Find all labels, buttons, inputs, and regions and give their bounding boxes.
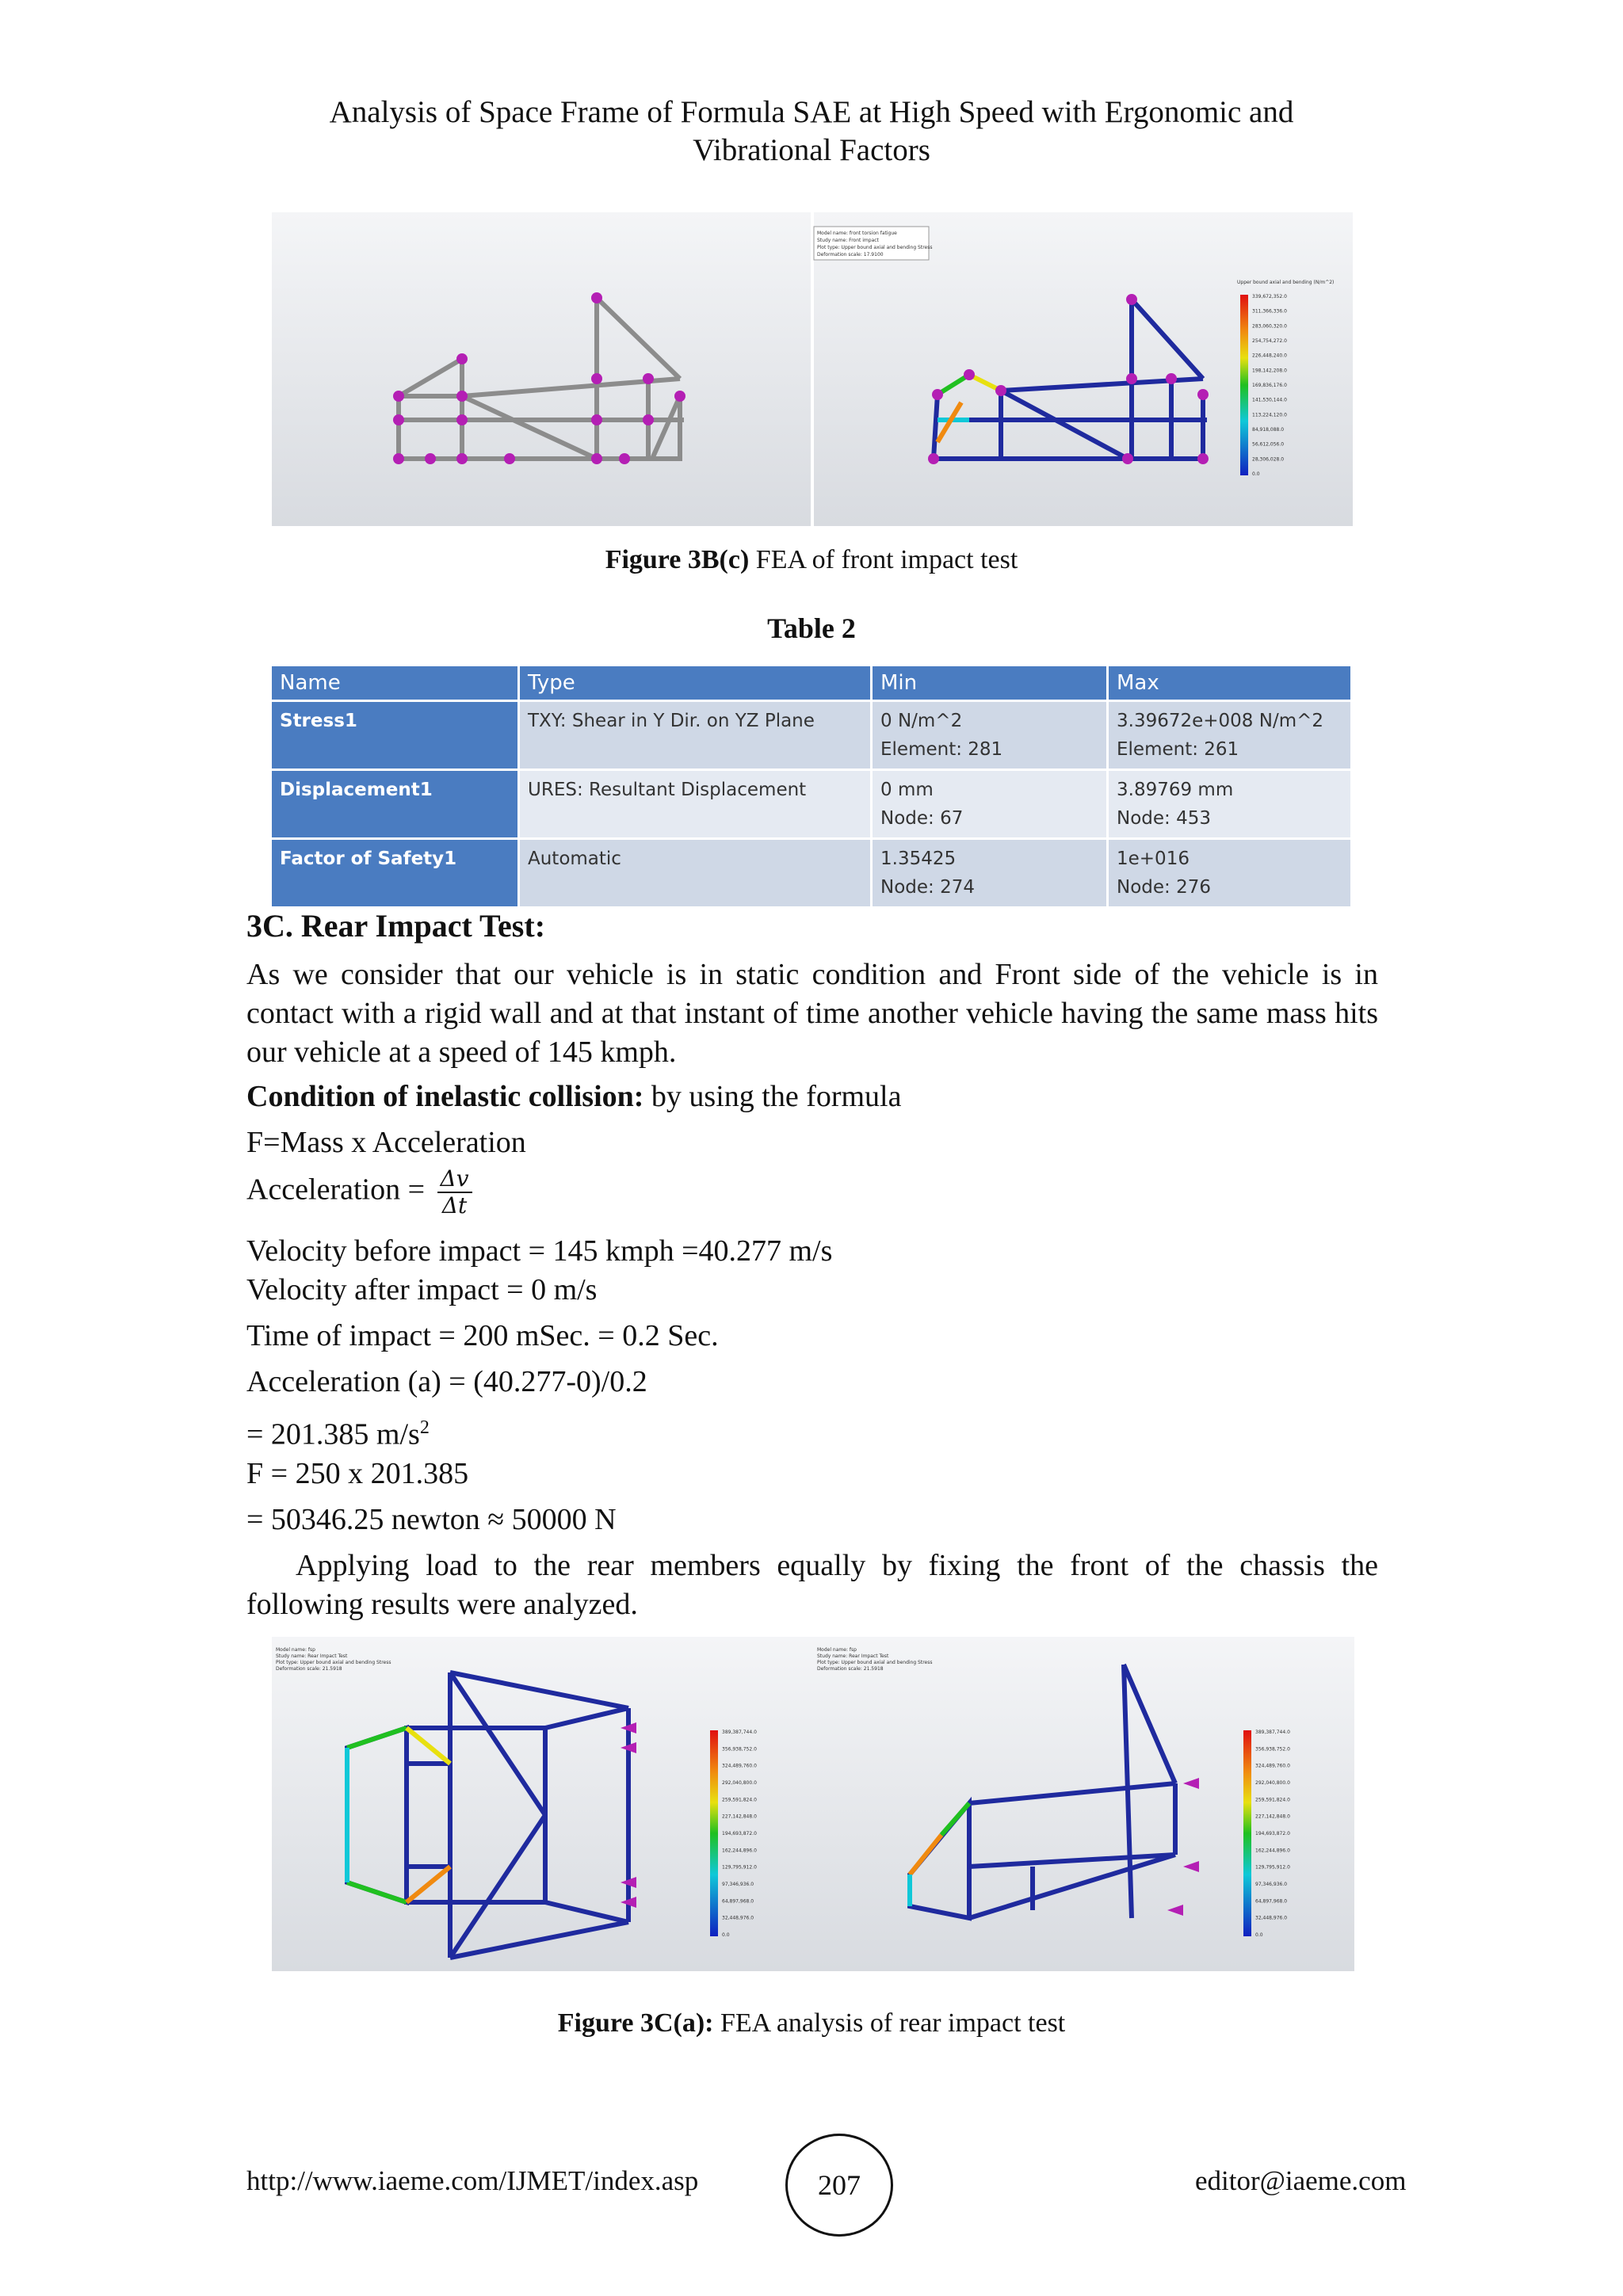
svg-text:Deformation scale: 21.5918: Deformation scale: 21.5918 (276, 1666, 342, 1672)
cell-type: Automatic (519, 839, 872, 907)
force-result: = 50346.25 newton ≈ 50000 N (246, 1503, 617, 1536)
legend-value: 84,918,088.0 (1252, 427, 1285, 433)
svg-text:Plot type: Upper bound axial a: Plot type: Upper bound axial and bending Stress (276, 1660, 391, 1665)
cell-max: 1e+016 Node: 276 (1108, 839, 1352, 907)
velocity-after: Velocity after impact = 0 m/s (246, 1273, 598, 1306)
figure-3b-image (272, 212, 1353, 526)
legend-value: 227,142,848.0 (722, 1814, 757, 1820)
section-heading: 3C. Rear Impact Test: (246, 908, 546, 944)
legend-value: 389,387,744.0 (722, 1730, 757, 1735)
legend-value: 292,040,800.0 (722, 1780, 757, 1786)
legend-value: 0.0 (1252, 471, 1260, 477)
col-max: Max (1108, 666, 1352, 701)
legend-value: 339,672,352.0 (1252, 294, 1287, 299)
footer-email[interactable]: editor@iaeme.com (1195, 2165, 1407, 2196)
cell-max: 3.89769 mm Node: 453 (1108, 770, 1352, 839)
delta-fraction: $\frac{\Delta v}{\Delta t}$ (437, 1166, 472, 1219)
legend-value: 198,142,208.0 (1252, 368, 1287, 374)
col-type: Type (519, 666, 872, 701)
legend-value: 324,489,760.0 (722, 1763, 757, 1769)
legend-value: 97,346,936.0 (722, 1882, 754, 1887)
condition-line: Condition of inelastic collision: by using the formula (246, 1080, 902, 1113)
svg-text:Model name: fsp: Model name: fsp (276, 1647, 315, 1653)
legend-value: 0.0 (722, 1932, 730, 1938)
svg-text:Study name: Rear Impact Test: Study name: Rear Impact Test (276, 1653, 348, 1659)
velocity-before: Velocity before impact = 145 kmph =40.277 m/s (246, 1234, 833, 1268)
force-formula: F=Mass x Acceleration (246, 1126, 526, 1159)
svg-text:Study name: Front impact: Study name: Front impact (817, 238, 879, 243)
svg-text:Deformation scale: 21.5918: Deformation scale: 21.5918 (817, 1666, 884, 1672)
legend-value: 194,693,872.0 (722, 1831, 757, 1836)
table-row (272, 770, 1352, 839)
legend-value: 129,795,912.0 (722, 1864, 757, 1871)
table-row (272, 839, 1352, 907)
results-table (272, 666, 1353, 906)
table-header-row (272, 666, 1352, 701)
acceleration-formula: Acceleration = $\frac{\Delta v}{\Delta t}$ (246, 1166, 472, 1219)
front-impact-legend-title: Upper bound axial and bending (N/m^2) (1237, 280, 1335, 285)
figure-3b-caption: Figure 3B(c) FEA of front impact test (605, 545, 1018, 574)
svg-text:Model name: front torsion fati: Model name: front torsion fatigue (817, 231, 897, 236)
cell-type: TXY: Shear in Y Dir. on YZ Plane (519, 701, 872, 770)
svg-text:Deformation scale: 17.9100: Deformation scale: 17.9100 (817, 252, 884, 257)
svg-text:Study name: Rear Impact Test: Study name: Rear Impact Test (817, 1653, 889, 1659)
cell-min: 1.35425 Node: 274 (872, 839, 1108, 907)
legend-value: 64,897,968.0 (722, 1898, 754, 1905)
rear-impact-legend-bar-1 (710, 1730, 718, 1936)
running-header (0, 93, 1623, 170)
col-name: Name (272, 666, 519, 701)
legend-value: 0.0 (1255, 1932, 1263, 1938)
legend-value: 311,366,336.0 (1252, 308, 1287, 315)
rear-impact-legend-bar-2 (1243, 1730, 1251, 1936)
legend-value: 32,448,976.0 (722, 1915, 754, 1921)
paragraph-intro: As we consider that our vehicle is in static condition and Front side of the vehicle is in contact with a rigid wall and at that instant of time another vehicle having the same mass hits our vehicle at a speed of 145 kmph. (246, 958, 1378, 1069)
cell-type: URES: Resultant Displacement (519, 770, 872, 839)
cell-name: Factor of Safety1 (272, 839, 519, 907)
legend-value: 28,306,028.0 (1252, 456, 1285, 463)
legend-value: 389,387,744.0 (1255, 1730, 1290, 1735)
cell-name: Displacement1 (272, 770, 519, 839)
legend-value: 56,612,056.0 (1252, 441, 1285, 448)
paragraph-applying-load: Applying load to the rear members equally by fixing the front of the chassis the following results were analyzed. (246, 1549, 1378, 1621)
svg-text:Plot type: Upper bound axial a: Plot type: Upper bound axial and bending Stress (817, 245, 933, 250)
col-min: Min (872, 666, 1108, 701)
legend-value: 64,897,968.0 (1255, 1898, 1288, 1905)
legend-value: 227,142,848.0 (1255, 1814, 1290, 1820)
header-line-2: Vibrational Factors (693, 133, 930, 167)
legend-value: 97,346,936.0 (1255, 1882, 1288, 1887)
footer-url[interactable]: http://www.iaeme.com/IJMET/index.asp (246, 2165, 699, 2196)
header-line-1: Analysis of Space Frame of Formula SAE at High Speed with Ergonomic and (329, 95, 1294, 129)
legend-value: 162,244,896.0 (722, 1848, 757, 1854)
legend-value: 162,244,896.0 (1255, 1848, 1290, 1854)
acceleration-calc: Acceleration (a) = (40.277-0)/0.2 (246, 1365, 647, 1398)
table-row (272, 701, 1352, 770)
legend-value: 113,224,120.0 (1252, 412, 1287, 418)
legend-value: 129,795,912.0 (1255, 1864, 1290, 1871)
legend-value: 254,754,272.0 (1252, 338, 1287, 344)
cell-min: 0 mm Node: 67 (872, 770, 1108, 839)
cell-name: Stress1 (272, 701, 519, 770)
legend-value: 259,591,824.0 (1255, 1797, 1290, 1803)
legend-value: 194,693,872.0 (1255, 1831, 1290, 1836)
legend-value: 356,938,752.0 (1255, 1746, 1290, 1753)
legend-value: 356,938,752.0 (722, 1746, 757, 1753)
legend-value: 292,040,800.0 (1255, 1780, 1290, 1786)
svg-text:Model name: fsp: Model name: fsp (817, 1647, 857, 1653)
page-number: 207 (785, 2134, 893, 2237)
legend-value: 32,448,976.0 (1255, 1915, 1288, 1921)
legend-value: 169,836,176.0 (1252, 383, 1287, 388)
legend-value: 259,591,824.0 (722, 1797, 757, 1803)
legend-value: 226,448,240.0 (1252, 353, 1287, 359)
cell-max: 3.39672e+008 N/m^2 Element: 261 (1108, 701, 1352, 770)
force-calc: F = 250 x 201.385 (246, 1457, 469, 1490)
front-impact-legend-bar (1240, 295, 1248, 475)
figure-3c-image (272, 1637, 1354, 1971)
figure-3c-caption: Figure 3C(a): FEA analysis of rear impact test (557, 2008, 1066, 2038)
legend-value: 324,489,760.0 (1255, 1763, 1290, 1769)
impact-time: Time of impact = 200 mSec. = 0.2 Sec. (246, 1319, 719, 1352)
legend-value: 141,530,144.0 (1252, 397, 1287, 403)
table-2-title: Table 2 (767, 612, 856, 644)
legend-value: 283,060,320.0 (1252, 323, 1287, 330)
cell-min: 0 N/m^2 Element: 281 (872, 701, 1108, 770)
svg-text:Plot type: Upper bound axial a: Plot type: Upper bound axial and bending Stress (817, 1660, 933, 1665)
acceleration-result: = 201.385 $m/s^2$ (246, 1417, 430, 1451)
